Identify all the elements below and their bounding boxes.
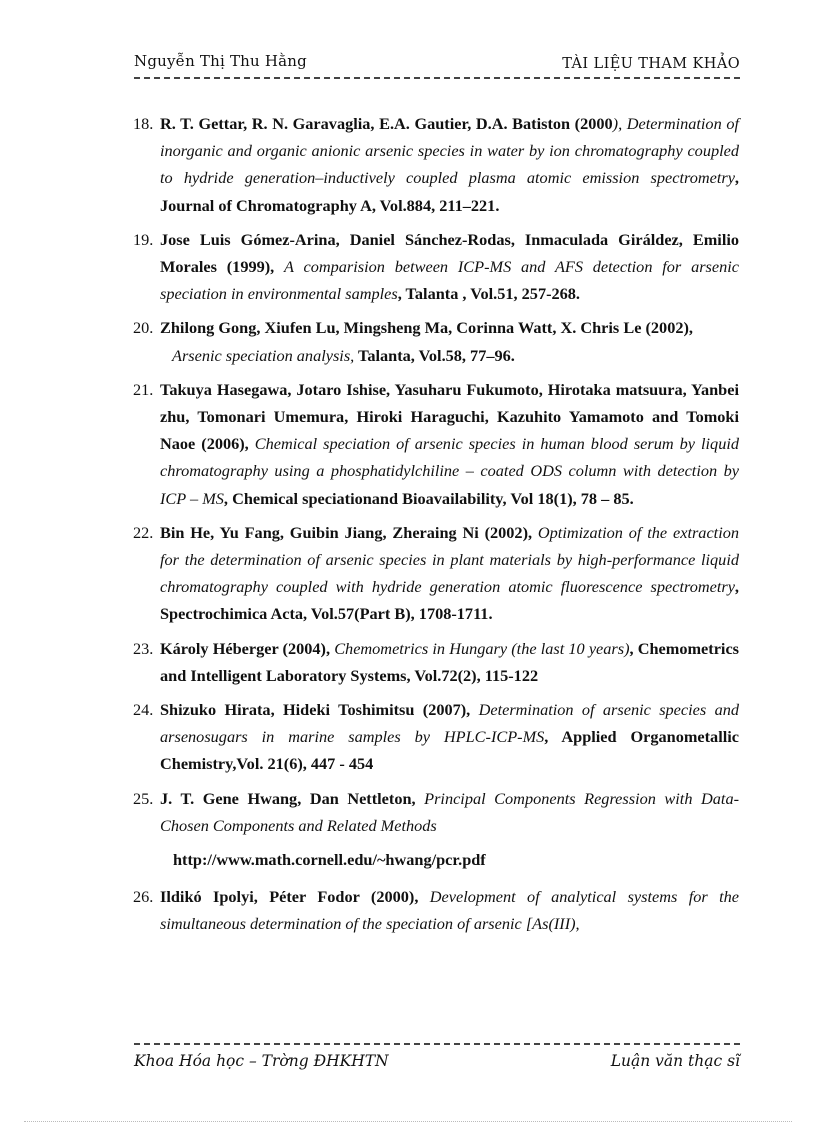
reference-authors: Shizuko Hirata, Hideki Toshimitsu (2007), bbox=[160, 700, 479, 720]
reference-title: Development of analytical systems for the simultaneous determination of the speciation of arsenic [As(III), bbox=[160, 887, 739, 934]
reference-journal: , Talanta , Vol.51, 257-268. bbox=[397, 284, 581, 304]
reference-title: Determination of arsenic species and arsenosugars in marine samples by HPLC-ICP-MS bbox=[160, 700, 739, 747]
page-footer bbox=[134, 1050, 740, 1076]
header-section-title: TÀI LIỆU THAM KHẢO bbox=[562, 56, 740, 72]
reference-number: 26. bbox=[133, 887, 154, 907]
reference-title: Chemometrics in Hungary (the last 10 years) bbox=[334, 638, 630, 658]
reference-number: 20. bbox=[133, 318, 154, 338]
reference-journal: Talanta, Vol.58, 77–96. bbox=[354, 345, 515, 365]
reference-number: 24. bbox=[133, 700, 154, 720]
reference-journal: , Chemical speciationand Bioavailability, Vol 18(1), 78 – 85. bbox=[223, 488, 634, 508]
reference-number: 19. bbox=[133, 229, 154, 249]
footer-thesis-label: Luận văn thạc sĩ bbox=[610, 1052, 740, 1070]
reference-authors: Ildikó Ipolyi, Péter Fodor (2000), bbox=[160, 887, 430, 907]
reference-item bbox=[133, 883, 739, 937]
reference-title: Chemical speciation of arsenic species in human blood serum by liquid chromatography using a phosphatidylchiline – coated ODS column with detection by ICP – MS bbox=[160, 434, 739, 508]
reference-journal: , Spectrochimica Acta, Vol.57(Part B), 1708-1711. bbox=[160, 577, 739, 624]
reference-item bbox=[133, 226, 739, 308]
reference-authors: J. T. Gene Hwang, Dan Nettleton, bbox=[160, 788, 425, 808]
reference-title: Arsenic speciation analysis, bbox=[172, 345, 355, 365]
reference-number: 22. bbox=[133, 522, 154, 542]
reference-item bbox=[133, 376, 739, 512]
footer-faculty: Khoa Hóa học – Trờng ĐHKHTN bbox=[134, 1052, 389, 1070]
reference-number: 21. bbox=[133, 379, 154, 399]
reference-journal: , Applied Organometallic Chemistry,Vol. 21(6), 447 - 454 bbox=[160, 727, 739, 774]
reference-title: Optimization of the extraction for the determination of arsenic species in plant materials by high-performance liquid chromatography coupled with hydride generation atomic fluorescence spectrometry bbox=[160, 522, 739, 597]
reference-item bbox=[133, 314, 739, 368]
reference-authors: Jose Luis Gómez-Arina, Daniel Sánchez-Rodas, Inmaculada Giráldez, Emilio Morales (1999), bbox=[160, 229, 739, 277]
reference-authors: Károly Héberger (2004), bbox=[160, 638, 335, 658]
reference-authors: R. T. Gettar, R. N. Garavaglia, E.A. Gautier, D.A. Batiston (2000 bbox=[160, 114, 613, 133]
reference-title: ), Determination of inorganic and organic anionic arsenic species in water by ion chromatography coupled to hydride generation–inductively coupled plasma atomic emission spectrometry bbox=[160, 114, 739, 188]
header-author: Nguyễn Thị Thu Hằng bbox=[134, 52, 307, 70]
reference-item bbox=[133, 785, 739, 839]
reference-authors: Zhilong Gong, Xiufen Lu, Mingsheng Ma, Corinna Watt, X. Chris Le (2002), bbox=[160, 318, 693, 338]
reference-item bbox=[133, 696, 739, 778]
page-header bbox=[134, 50, 740, 80]
reference-authors: Bin He, Yu Fang, Guibin Jiang, Zheraing Ni (2002), bbox=[160, 522, 538, 542]
reference-journal: , Chemometrics and Intelligent Laboratory Systems, Vol.72(2), 115-122 bbox=[160, 638, 740, 685]
reference-number: 25. bbox=[133, 788, 154, 808]
reference-journal: , Journal of Chromatography A, Vol.884, 211–221. bbox=[160, 168, 739, 215]
reference-authors: Takuya Hasegawa, Jotaro Ishise, Yasuharu Fukumoto, Hirotaka matsuura, Yanbei zhu, Tomonari Umemura, Hiroki Haraguchi, Kazuhito Yamamoto and Tomoki Naoe (2006), bbox=[160, 379, 739, 454]
reference-item bbox=[133, 110, 739, 219]
footer-divider bbox=[134, 1043, 740, 1045]
reference-number: 18. bbox=[133, 114, 154, 133]
reference-number: 23. bbox=[133, 638, 154, 658]
reference-title: Principal Components Regression with Data-Chosen Components and Related Methods bbox=[160, 788, 740, 835]
header-divider bbox=[134, 77, 740, 79]
reference-url[interactable]: http://www.math.cornell.edu/~hwang/pcr.pdf bbox=[173, 850, 486, 870]
reference-item bbox=[133, 635, 739, 689]
reference-list bbox=[133, 110, 739, 945]
page-edge bbox=[24, 1121, 792, 1122]
reference-item bbox=[133, 519, 739, 628]
reference-title: A comparision between ICP-MS and AFS detection for arsenic speciation in environmental samples bbox=[160, 257, 739, 304]
